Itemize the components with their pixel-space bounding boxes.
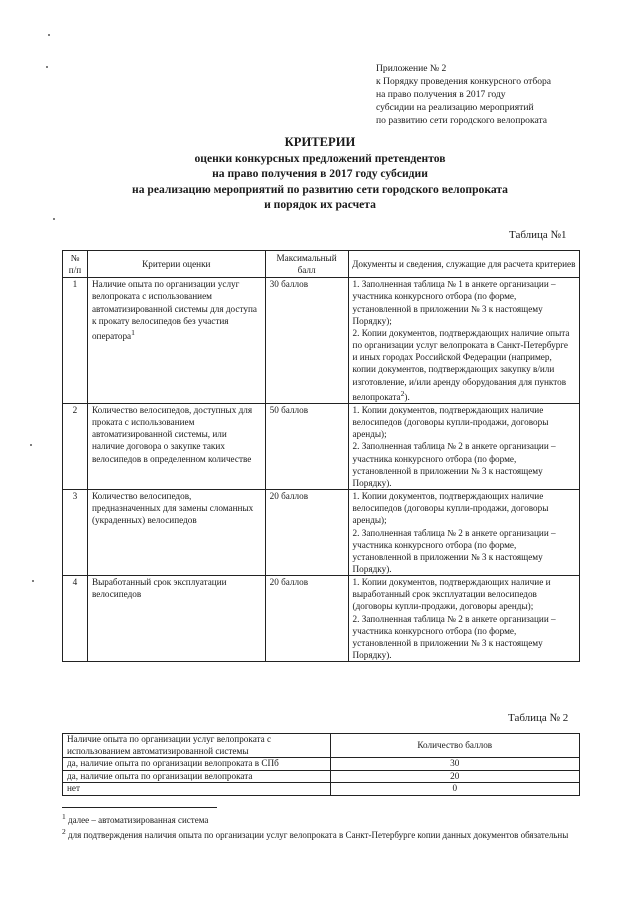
doc-item: 1. Копии документов, подтверждающих наличие велосипедов (договоры купли-продажи, договоры аренды); [352, 404, 549, 440]
title-line: КРИТЕРИИ [284, 135, 356, 149]
doc-item: 1. Копии документов, подтверждающих наличие велосипедов (договоры купли-продажи, договоры аренды); [352, 491, 549, 526]
row-criterion: Количество велосипедов, доступных для проката с использованием автоматизированной системы, или наличие договора о закупке таких велосипедов в определенном количестве [87, 403, 265, 489]
scan-speck [46, 66, 48, 68]
row-value: 30 [330, 758, 579, 771]
title-line: оценки конкурсных предложений претендентов [194, 151, 446, 165]
doc-item: 2. Заполненная таблица № 2 в анкете организации – участника конкурсного отбора (по форме, установленной в приложении № 3 к настоящему Порядку). [352, 441, 556, 488]
header-experience: Наличие опыта по организации услуг велопроката с использованием автоматизированной системы [63, 734, 331, 758]
row-criterion: Количество велосипедов, предназначенных для замены сломанных (украденных) велосипедов [87, 490, 265, 576]
row-docs [348, 403, 579, 489]
appendix-line: по развитию сети городского велопроката [376, 115, 548, 126]
row-max: 20 баллов [265, 490, 348, 576]
scan-speck [32, 580, 34, 582]
footnote-mark: 2 [62, 827, 66, 836]
doc-item: 2. Заполненная таблица № 2 в анкете организации – участника конкурсного отбора (по форме, установленной в приложении № 3 к настоящему Порядку). [352, 613, 556, 661]
header-criterion: Критерии оценки [87, 251, 265, 278]
footnote-ref: 2 [400, 388, 405, 398]
row-docs [348, 490, 579, 576]
footnotes [62, 811, 582, 841]
table2-label: Таблица № 2 [508, 712, 569, 724]
row-num: 1 [63, 278, 88, 404]
appendix-line: к Порядку проведения конкурсного отбора [376, 76, 552, 87]
table-row [63, 490, 580, 576]
footnote-ref: 1 [131, 327, 135, 337]
table-row [63, 758, 580, 771]
criteria-table [62, 250, 580, 662]
row-num: 4 [63, 576, 88, 662]
footnote-divider [62, 807, 217, 808]
doc-item [353, 327, 575, 403]
row-label: да, наличие опыта по организации велопроката в СПб [63, 758, 331, 771]
appendix-line: Приложение № 2 [376, 63, 447, 74]
row-docs [348, 576, 579, 662]
table-row [63, 403, 580, 489]
doc-text: 2. Копии документов, подтверждающих наличие опыта по организации услуг велопроката в Санкт-Петербурге и иных городах Российской Федерации (например, копии документов, подтверждающих закупку в/или изготовление, и/или аренду оборудования для пунктов велопроката [352, 327, 570, 402]
footnote [62, 826, 582, 841]
row-max: 20 баллов [265, 576, 348, 662]
row-docs [348, 278, 579, 404]
table-header-row [63, 251, 580, 278]
row-num: 2 [63, 403, 88, 489]
row-value: 20 [330, 770, 579, 783]
title-line: и порядок их расчета [264, 198, 376, 211]
row-label: нет [63, 783, 331, 796]
criterion-text: Наличие опыта по организации услуг велопроката с использованием автоматизированной системы для доступа к прокату велосипедов без участия оператора [91, 279, 257, 341]
doc-text-end: ). [404, 391, 410, 402]
header-docs: Документы и сведения, служащие для расчета критериев [348, 251, 579, 278]
footnote-text: далее – автоматизированная система [65, 815, 209, 825]
experience-table [62, 733, 580, 796]
row-criterion: Выработанный срок эксплуатации велосипедов [87, 576, 265, 662]
row-value: 0 [330, 783, 579, 796]
row-max: 50 баллов [265, 403, 348, 489]
table-row [63, 783, 580, 796]
appendix-line: на право получения в 2017 году [376, 89, 506, 100]
title-line: на реализацию мероприятий по развитию сети городского велопроката [132, 182, 508, 196]
appendix-line: субсидии на реализацию мероприятий [376, 102, 534, 113]
table-row [63, 770, 580, 783]
title-line: на право получения в 2017 году субсидии [212, 167, 428, 180]
table1-label: Таблица №1 [509, 229, 567, 241]
row-label: да, наличие опыта по организации велопроката [63, 770, 331, 783]
scan-speck [53, 218, 55, 220]
row-num: 3 [63, 490, 88, 576]
header-points: Количество баллов [330, 734, 579, 758]
footnote [62, 811, 582, 826]
doc-item: 1. Копии документов, подтверждающих наличие и выработанный срок эксплуатации велосипедов (договоры купли-продажи, договоры аренды); [352, 577, 551, 612]
doc-item: 1. Заполненная таблица № 1 в анкете организации – участника конкурсного отбора (по форме, установленной в приложении № 3 к настоящему Порядку); [352, 279, 556, 326]
scan-speck [30, 444, 32, 446]
row-max: 30 баллов [265, 278, 348, 404]
appendix-block [376, 62, 551, 127]
row-criterion [87, 278, 265, 404]
scan-speck [48, 34, 50, 36]
table-row [63, 278, 580, 404]
footnote-mark: 1 [62, 812, 66, 821]
table-row [63, 576, 580, 662]
header-max: Максимальный балл [265, 251, 348, 278]
table-header-row [63, 734, 580, 758]
footnote-text: для подтверждения наличия опыта по организации услуг велопроката в Санкт-Петербурге копии данных документов обязательны [65, 830, 569, 840]
header-num: № п/п [63, 251, 88, 278]
document-title [0, 135, 640, 213]
doc-item: 2. Заполненная таблица № 2 в анкете организации – участника конкурсного отбора (по форме, установленной в приложении № 3 к настоящему Порядку). [352, 527, 556, 574]
